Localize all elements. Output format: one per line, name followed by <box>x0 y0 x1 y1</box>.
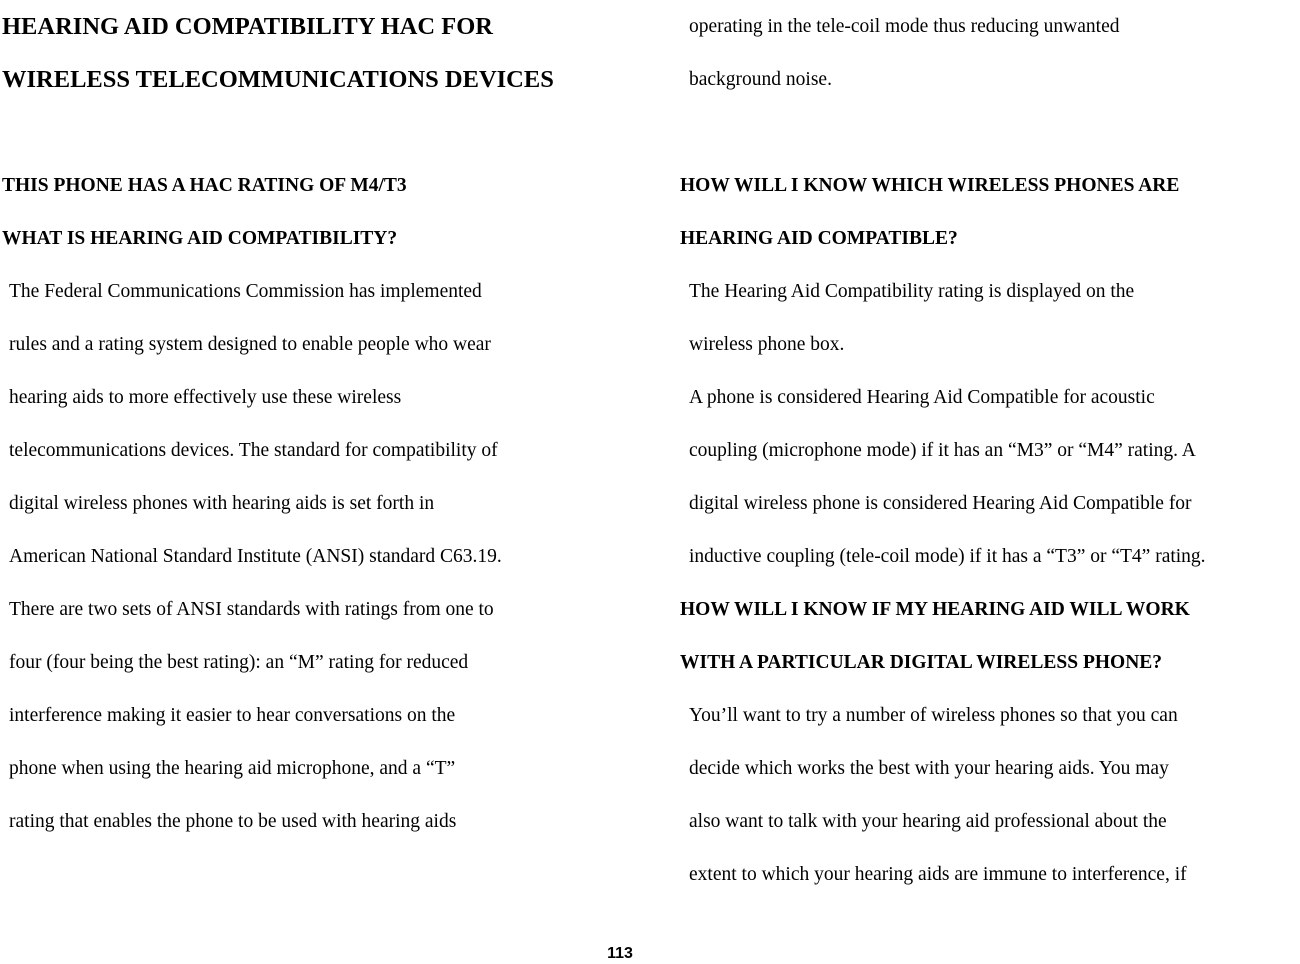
what-is-hac-heading: WHAT IS HEARING AID COMPATIBILITY? <box>2 228 398 249</box>
spacer <box>680 106 1300 159</box>
spacer <box>2 106 642 159</box>
page-number: 113 <box>607 945 633 962</box>
hearing-aid-work-body: You’ll want to try a number of wireless phones so that you can decide which works the best with your hearing aids. You may also want to talk with your hearing aid professional about the extent to which your hearing aids are immune to interference, if <box>689 705 1187 885</box>
which-phones-heading: HOW WILL I KNOW WHICH WIRELESS PHONES ARE HEARING AID COMPATIBLE? <box>680 175 1180 249</box>
left-column <box>2 0 642 848</box>
page-title: HEARING AID COMPATIBILITY HAC FOR WIRELESS TELECOMMUNICATIONS DEVICES <box>2 13 554 93</box>
which-phones-body: The Hearing Aid Compatibility rating is displayed on the wireless phone box. A phone is considered Hearing Aid Compatible for acoustic coupling (microphone mode) if it has an “M3” or “M4” rating. A digital wireless phone is considered Hearing Aid Compatible for inductive coupling (tele-coil mode) if it has a “T3” or “T4” rating. <box>689 281 1206 567</box>
hac-rating-heading: THIS PHONE HAS A HAC RATING OF M4/T3 <box>2 175 407 196</box>
what-is-hac-body: The Federal Communications Commission has implemented rules and a rating system designed to enable people who wear hearing aids to more effectively use these wireless telecommunications devices. The standard for compatibility of digital wireless phones with hearing aids is set forth in American National Standard Institute (ANSI) standard C63.19. There are two sets of ANSI standards with ratings from one to four (four being the best rating): an “M” rating for reduced interference making it easier to hear conversations on the phone when using the hearing aid microphone, and a “T” rating that enables the phone to be used with hearing aids <box>9 281 502 832</box>
hearing-aid-work-heading: HOW WILL I KNOW IF MY HEARING AID WILL WORK WITH A PARTICULAR DIGITAL WIRELESS PHONE? <box>680 599 1190 673</box>
right-column <box>680 0 1300 901</box>
continuation-text: operating in the tele-coil mode thus reducing unwanted background noise. <box>689 16 1120 90</box>
